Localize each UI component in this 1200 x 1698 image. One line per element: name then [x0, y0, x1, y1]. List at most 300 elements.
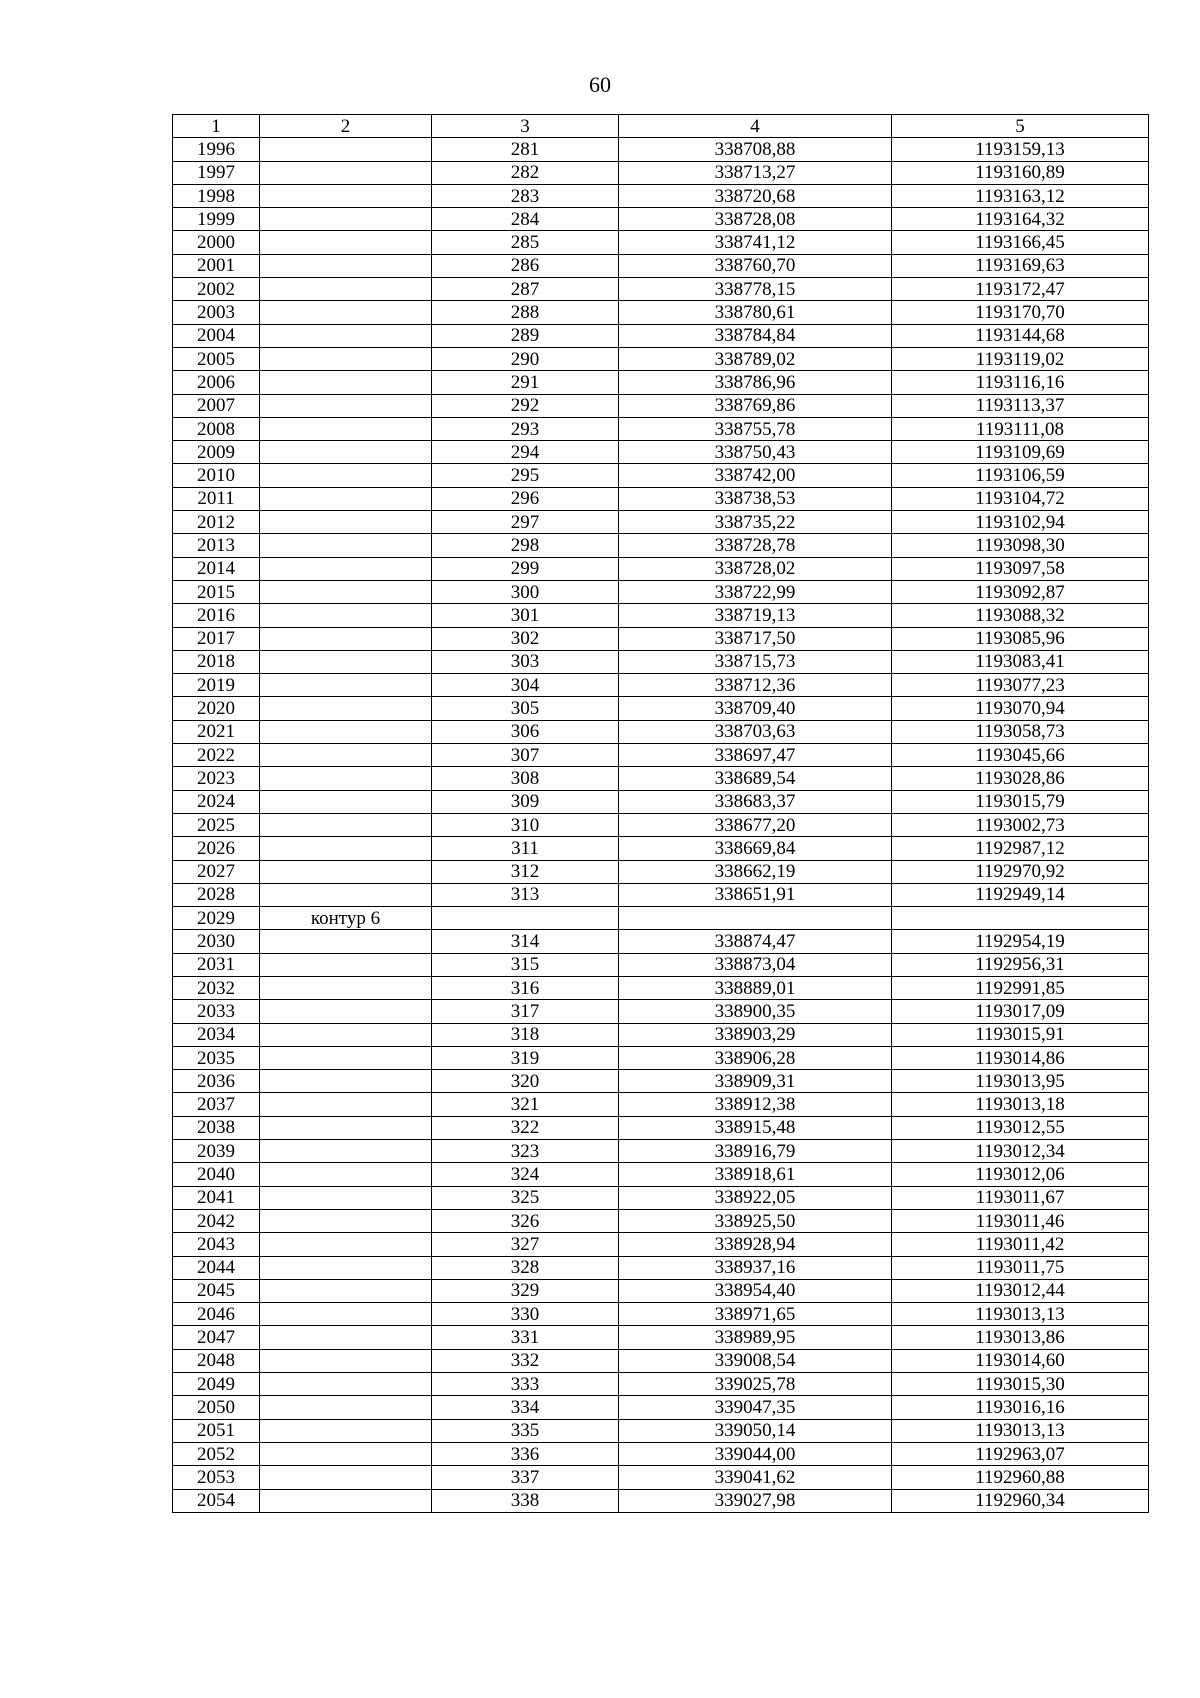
x-coordinate-cell: 339027,98 — [619, 1489, 892, 1512]
x-coordinate-cell: 338760,70 — [619, 254, 892, 277]
table-row — [173, 138, 1149, 161]
y-coordinate-cell: 1193083,41 — [892, 650, 1149, 673]
point-number-cell: 330 — [432, 1303, 619, 1326]
x-coordinate-cell: 338750,43 — [619, 441, 892, 464]
x-coordinate-cell: 338689,54 — [619, 767, 892, 790]
table-row — [173, 1000, 1149, 1023]
contour-cell — [260, 1233, 432, 1256]
row-number-cell: 2024 — [173, 790, 260, 813]
contour-cell — [260, 254, 432, 277]
contour-cell — [260, 394, 432, 417]
x-coordinate-cell: 338900,35 — [619, 1000, 892, 1023]
x-coordinate-cell: 338741,12 — [619, 231, 892, 254]
y-coordinate-cell: 1193014,60 — [892, 1349, 1149, 1372]
y-coordinate-cell: 1193011,67 — [892, 1186, 1149, 1209]
point-number-cell: 324 — [432, 1163, 619, 1186]
y-coordinate-cell: 1193070,94 — [892, 697, 1149, 720]
y-coordinate-cell: 1193170,70 — [892, 301, 1149, 324]
contour-cell — [260, 1396, 432, 1419]
contour-cell — [260, 301, 432, 324]
x-coordinate-cell: 338915,48 — [619, 1116, 892, 1139]
table-row — [173, 1209, 1149, 1232]
contour-cell — [260, 1070, 432, 1093]
table-row — [173, 394, 1149, 417]
y-coordinate-cell: 1193116,16 — [892, 371, 1149, 394]
row-number-cell: 2053 — [173, 1466, 260, 1489]
point-number-cell: 333 — [432, 1373, 619, 1396]
x-coordinate-cell: 338712,36 — [619, 674, 892, 697]
table-row — [173, 1279, 1149, 1302]
row-number-cell: 2040 — [173, 1163, 260, 1186]
row-number-cell: 2021 — [173, 720, 260, 743]
row-number-cell: 2028 — [173, 883, 260, 906]
point-number-cell: 310 — [432, 813, 619, 836]
table-row — [173, 720, 1149, 743]
point-number-cell: 304 — [432, 674, 619, 697]
table-row — [173, 883, 1149, 906]
x-coordinate-cell: 339047,35 — [619, 1396, 892, 1419]
contour-cell — [260, 813, 432, 836]
point-number-cell: 326 — [432, 1209, 619, 1232]
row-number-cell: 2022 — [173, 744, 260, 767]
point-number-cell: 290 — [432, 347, 619, 370]
contour-cell — [260, 278, 432, 301]
y-coordinate-cell: 1192963,07 — [892, 1442, 1149, 1465]
point-number-cell: 303 — [432, 650, 619, 673]
x-coordinate-cell: 338703,63 — [619, 720, 892, 743]
contour-cell — [260, 1000, 432, 1023]
header-cell: 5 — [892, 115, 1149, 138]
row-number-cell: 2037 — [173, 1093, 260, 1116]
contour-cell — [260, 557, 432, 580]
y-coordinate-cell: 1192960,34 — [892, 1489, 1149, 1512]
y-coordinate-cell: 1193113,37 — [892, 394, 1149, 417]
table-row — [173, 930, 1149, 953]
table-row — [173, 1419, 1149, 1442]
point-number-cell: 331 — [432, 1326, 619, 1349]
table-row — [173, 231, 1149, 254]
table-row — [173, 650, 1149, 673]
y-coordinate-cell: 1193172,47 — [892, 278, 1149, 301]
header-cell: 2 — [260, 115, 432, 138]
point-number-cell: 289 — [432, 324, 619, 347]
table-row — [173, 1442, 1149, 1465]
table-row — [173, 1396, 1149, 1419]
y-coordinate-cell: 1193166,45 — [892, 231, 1149, 254]
y-coordinate-cell: 1193109,69 — [892, 441, 1149, 464]
x-coordinate-cell: 339041,62 — [619, 1466, 892, 1489]
contour-cell — [260, 1303, 432, 1326]
contour-cell — [260, 976, 432, 999]
contour-cell — [260, 767, 432, 790]
y-coordinate-cell: 1193144,68 — [892, 324, 1149, 347]
x-coordinate-cell: 338717,50 — [619, 627, 892, 650]
contour-cell — [260, 138, 432, 161]
x-coordinate-cell: 338925,50 — [619, 1209, 892, 1232]
table-row — [173, 1233, 1149, 1256]
table-row — [173, 1186, 1149, 1209]
y-coordinate-cell: 1193097,58 — [892, 557, 1149, 580]
table-row — [173, 487, 1149, 510]
y-coordinate-cell: 1193015,30 — [892, 1373, 1149, 1396]
row-number-cell: 2047 — [173, 1326, 260, 1349]
y-coordinate-cell: 1193088,32 — [892, 604, 1149, 627]
y-coordinate-cell: 1192970,92 — [892, 860, 1149, 883]
contour-cell — [260, 487, 432, 510]
x-coordinate-cell: 338683,37 — [619, 790, 892, 813]
point-number-cell: 302 — [432, 627, 619, 650]
row-number-cell: 2020 — [173, 697, 260, 720]
x-coordinate-cell: 338708,88 — [619, 138, 892, 161]
row-number-cell: 2046 — [173, 1303, 260, 1326]
contour-cell — [260, 417, 432, 440]
point-number-cell: 327 — [432, 1233, 619, 1256]
y-coordinate-cell: 1193102,94 — [892, 511, 1149, 534]
x-coordinate-cell: 338755,78 — [619, 417, 892, 440]
x-coordinate-cell: 338742,00 — [619, 464, 892, 487]
table-row — [173, 674, 1149, 697]
x-coordinate-cell: 338971,65 — [619, 1303, 892, 1326]
row-number-cell: 1997 — [173, 161, 260, 184]
y-coordinate-cell: 1193013,18 — [892, 1093, 1149, 1116]
x-coordinate-cell: 338937,16 — [619, 1256, 892, 1279]
point-number-cell: 287 — [432, 278, 619, 301]
contour-cell — [260, 1186, 432, 1209]
row-number-cell: 2042 — [173, 1209, 260, 1232]
point-number-cell: 317 — [432, 1000, 619, 1023]
y-coordinate-cell: 1193159,13 — [892, 138, 1149, 161]
point-number-cell: 323 — [432, 1140, 619, 1163]
y-coordinate-cell: 1193169,63 — [892, 254, 1149, 277]
y-coordinate-cell: 1193011,46 — [892, 1209, 1149, 1232]
contour-cell — [260, 347, 432, 370]
x-coordinate-cell: 339044,00 — [619, 1442, 892, 1465]
y-coordinate-cell: 1193014,86 — [892, 1046, 1149, 1069]
table-row — [173, 301, 1149, 324]
x-coordinate-cell: 338778,15 — [619, 278, 892, 301]
point-number-cell: 288 — [432, 301, 619, 324]
y-coordinate-cell: 1193012,06 — [892, 1163, 1149, 1186]
point-number-cell: 314 — [432, 930, 619, 953]
contour-cell — [260, 441, 432, 464]
point-number-cell: 299 — [432, 557, 619, 580]
table-row — [173, 1116, 1149, 1139]
table-row — [173, 254, 1149, 277]
point-number-cell: 307 — [432, 744, 619, 767]
y-coordinate-cell: 1193164,32 — [892, 208, 1149, 231]
table-row — [173, 1070, 1149, 1093]
contour-cell — [260, 697, 432, 720]
x-coordinate-cell: 338928,94 — [619, 1233, 892, 1256]
row-number-cell: 2045 — [173, 1279, 260, 1302]
y-coordinate-cell: 1193012,34 — [892, 1140, 1149, 1163]
point-number-cell: 300 — [432, 580, 619, 603]
contour-cell — [260, 1023, 432, 1046]
row-number-cell: 2001 — [173, 254, 260, 277]
row-number-cell: 2008 — [173, 417, 260, 440]
row-number-cell: 2030 — [173, 930, 260, 953]
row-number-cell: 2015 — [173, 580, 260, 603]
y-coordinate-cell: 1193028,86 — [892, 767, 1149, 790]
row-number-cell: 2007 — [173, 394, 260, 417]
point-number-cell: 334 — [432, 1396, 619, 1419]
x-coordinate-cell — [619, 907, 892, 930]
x-coordinate-cell: 338916,79 — [619, 1140, 892, 1163]
row-number-cell: 2009 — [173, 441, 260, 464]
table-row — [173, 837, 1149, 860]
point-number-cell: 311 — [432, 837, 619, 860]
table-row — [173, 976, 1149, 999]
table-row — [173, 1326, 1149, 1349]
row-number-cell: 2003 — [173, 301, 260, 324]
table-row — [173, 1256, 1149, 1279]
table-row — [173, 371, 1149, 394]
point-number-cell: 298 — [432, 534, 619, 557]
point-number-cell: 301 — [432, 604, 619, 627]
contour-cell — [260, 1326, 432, 1349]
table-row — [173, 860, 1149, 883]
x-coordinate-cell: 338728,02 — [619, 557, 892, 580]
point-number-cell: 305 — [432, 697, 619, 720]
table-row — [173, 208, 1149, 231]
row-number-cell: 2012 — [173, 511, 260, 534]
point-number-cell: 329 — [432, 1279, 619, 1302]
contour-cell — [260, 674, 432, 697]
contour-cell — [260, 1349, 432, 1372]
y-coordinate-cell: 1193012,44 — [892, 1279, 1149, 1302]
contour-cell — [260, 1093, 432, 1116]
table-row — [173, 580, 1149, 603]
x-coordinate-cell: 338738,53 — [619, 487, 892, 510]
y-coordinate-cell: 1193160,89 — [892, 161, 1149, 184]
table-row — [173, 627, 1149, 650]
coordinates-table — [172, 114, 1149, 1513]
point-number-cell: 295 — [432, 464, 619, 487]
y-coordinate-cell: 1193163,12 — [892, 184, 1149, 207]
row-number-cell: 2038 — [173, 1116, 260, 1139]
table-row — [173, 1349, 1149, 1372]
point-number-cell: 316 — [432, 976, 619, 999]
row-number-cell: 2023 — [173, 767, 260, 790]
row-number-cell: 2052 — [173, 1442, 260, 1465]
contour-cell — [260, 1466, 432, 1489]
row-number-cell: 2014 — [173, 557, 260, 580]
point-number-cell: 308 — [432, 767, 619, 790]
table-row — [173, 767, 1149, 790]
x-coordinate-cell: 338789,02 — [619, 347, 892, 370]
contour-cell — [260, 604, 432, 627]
point-number-cell: 313 — [432, 883, 619, 906]
y-coordinate-cell: 1193011,42 — [892, 1233, 1149, 1256]
row-number-cell: 2035 — [173, 1046, 260, 1069]
row-number-cell: 2002 — [173, 278, 260, 301]
contour-cell — [260, 324, 432, 347]
row-number-cell: 2010 — [173, 464, 260, 487]
contour-cell — [260, 837, 432, 860]
row-number-cell: 2048 — [173, 1349, 260, 1372]
point-number-cell: 321 — [432, 1093, 619, 1116]
point-number-cell: 336 — [432, 1442, 619, 1465]
point-number-cell: 312 — [432, 860, 619, 883]
row-number-cell: 2005 — [173, 347, 260, 370]
x-coordinate-cell: 338922,05 — [619, 1186, 892, 1209]
x-coordinate-cell: 338912,38 — [619, 1093, 892, 1116]
point-number-cell: 281 — [432, 138, 619, 161]
table-row — [173, 511, 1149, 534]
y-coordinate-cell: 1192956,31 — [892, 953, 1149, 976]
y-coordinate-cell: 1192987,12 — [892, 837, 1149, 860]
x-coordinate-cell: 338728,78 — [619, 534, 892, 557]
row-number-cell: 1999 — [173, 208, 260, 231]
point-number-cell: 294 — [432, 441, 619, 464]
table-row — [173, 1303, 1149, 1326]
y-coordinate-cell: 1193092,87 — [892, 580, 1149, 603]
contour-cell — [260, 720, 432, 743]
row-number-cell: 2041 — [173, 1186, 260, 1209]
point-number-cell: 335 — [432, 1419, 619, 1442]
x-coordinate-cell: 338989,95 — [619, 1326, 892, 1349]
row-number-cell: 2051 — [173, 1419, 260, 1442]
point-number-cell: 337 — [432, 1466, 619, 1489]
contour-cell — [260, 1489, 432, 1512]
row-number-cell: 2032 — [173, 976, 260, 999]
y-coordinate-cell: 1192960,88 — [892, 1466, 1149, 1489]
row-number-cell: 2006 — [173, 371, 260, 394]
table-row — [173, 744, 1149, 767]
y-coordinate-cell: 1193104,72 — [892, 487, 1149, 510]
x-coordinate-cell: 338709,40 — [619, 697, 892, 720]
row-number-cell: 2034 — [173, 1023, 260, 1046]
contour-cell — [260, 953, 432, 976]
header-cell: 4 — [619, 115, 892, 138]
y-coordinate-cell: 1193077,23 — [892, 674, 1149, 697]
contour-cell — [260, 627, 432, 650]
table-row — [173, 441, 1149, 464]
row-number-cell: 1996 — [173, 138, 260, 161]
contour-cell — [260, 1116, 432, 1139]
x-coordinate-cell: 338889,01 — [619, 976, 892, 999]
point-number-cell: 284 — [432, 208, 619, 231]
row-number-cell: 2054 — [173, 1489, 260, 1512]
table-row — [173, 1023, 1149, 1046]
point-number-cell: 285 — [432, 231, 619, 254]
table-row — [173, 278, 1149, 301]
contour-cell — [260, 534, 432, 557]
contour-cell — [260, 464, 432, 487]
point-number-cell: 318 — [432, 1023, 619, 1046]
y-coordinate-cell: 1193013,86 — [892, 1326, 1149, 1349]
table-row — [173, 953, 1149, 976]
row-number-cell: 2049 — [173, 1373, 260, 1396]
x-coordinate-cell: 338786,96 — [619, 371, 892, 394]
point-number-cell: 315 — [432, 953, 619, 976]
table-row — [173, 347, 1149, 370]
table-row — [173, 1466, 1149, 1489]
point-number-cell — [432, 907, 619, 930]
row-number-cell: 2036 — [173, 1070, 260, 1093]
row-number-cell: 2027 — [173, 860, 260, 883]
table-row — [173, 184, 1149, 207]
x-coordinate-cell: 338909,31 — [619, 1070, 892, 1093]
contour-cell: контур 6 — [260, 907, 432, 930]
point-number-cell: 325 — [432, 1186, 619, 1209]
y-coordinate-cell: 1193002,73 — [892, 813, 1149, 836]
y-coordinate-cell: 1192949,14 — [892, 883, 1149, 906]
contour-cell — [260, 650, 432, 673]
table-row — [173, 324, 1149, 347]
y-coordinate-cell: 1193058,73 — [892, 720, 1149, 743]
contour-cell — [260, 1140, 432, 1163]
y-coordinate-cell: 1193017,09 — [892, 1000, 1149, 1023]
x-coordinate-cell: 338874,47 — [619, 930, 892, 953]
point-number-cell: 292 — [432, 394, 619, 417]
table-row — [173, 417, 1149, 440]
contour-cell — [260, 1046, 432, 1069]
row-number-cell: 2031 — [173, 953, 260, 976]
x-coordinate-cell: 339050,14 — [619, 1419, 892, 1442]
header-cell: 1 — [173, 115, 260, 138]
x-coordinate-cell: 338713,27 — [619, 161, 892, 184]
y-coordinate-cell: 1192991,85 — [892, 976, 1149, 999]
point-number-cell: 283 — [432, 184, 619, 207]
point-number-cell: 291 — [432, 371, 619, 394]
table-row — [173, 790, 1149, 813]
x-coordinate-cell: 338873,04 — [619, 953, 892, 976]
table-body — [173, 138, 1149, 1513]
point-number-cell: 296 — [432, 487, 619, 510]
x-coordinate-cell: 338954,40 — [619, 1279, 892, 1302]
x-coordinate-cell: 338918,61 — [619, 1163, 892, 1186]
x-coordinate-cell: 338728,08 — [619, 208, 892, 231]
contour-cell — [260, 231, 432, 254]
table-row — [173, 464, 1149, 487]
contour-cell — [260, 1373, 432, 1396]
row-number-cell: 2029 — [173, 907, 260, 930]
contour-cell — [260, 208, 432, 231]
x-coordinate-cell: 338722,99 — [619, 580, 892, 603]
contour-cell — [260, 1442, 432, 1465]
x-coordinate-cell: 338651,91 — [619, 883, 892, 906]
contour-cell — [260, 161, 432, 184]
table-row — [173, 697, 1149, 720]
table-row — [173, 1489, 1149, 1512]
x-coordinate-cell: 338906,28 — [619, 1046, 892, 1069]
contour-cell — [260, 580, 432, 603]
contour-cell — [260, 744, 432, 767]
y-coordinate-cell — [892, 907, 1149, 930]
point-number-cell: 286 — [432, 254, 619, 277]
point-number-cell: 282 — [432, 161, 619, 184]
contour-cell — [260, 184, 432, 207]
point-number-cell: 319 — [432, 1046, 619, 1069]
contour-cell — [260, 1163, 432, 1186]
table-row — [173, 1046, 1149, 1069]
table-row — [173, 557, 1149, 580]
point-number-cell: 332 — [432, 1349, 619, 1372]
row-number-cell: 2011 — [173, 487, 260, 510]
y-coordinate-cell: 1193012,55 — [892, 1116, 1149, 1139]
y-coordinate-cell: 1193015,79 — [892, 790, 1149, 813]
row-number-cell: 2004 — [173, 324, 260, 347]
contour-cell — [260, 860, 432, 883]
contour-cell — [260, 1256, 432, 1279]
x-coordinate-cell: 338780,61 — [619, 301, 892, 324]
point-number-cell: 320 — [432, 1070, 619, 1093]
y-coordinate-cell: 1193045,66 — [892, 744, 1149, 767]
point-number-cell: 297 — [432, 511, 619, 534]
table-row — [173, 813, 1149, 836]
table-row — [173, 1373, 1149, 1396]
